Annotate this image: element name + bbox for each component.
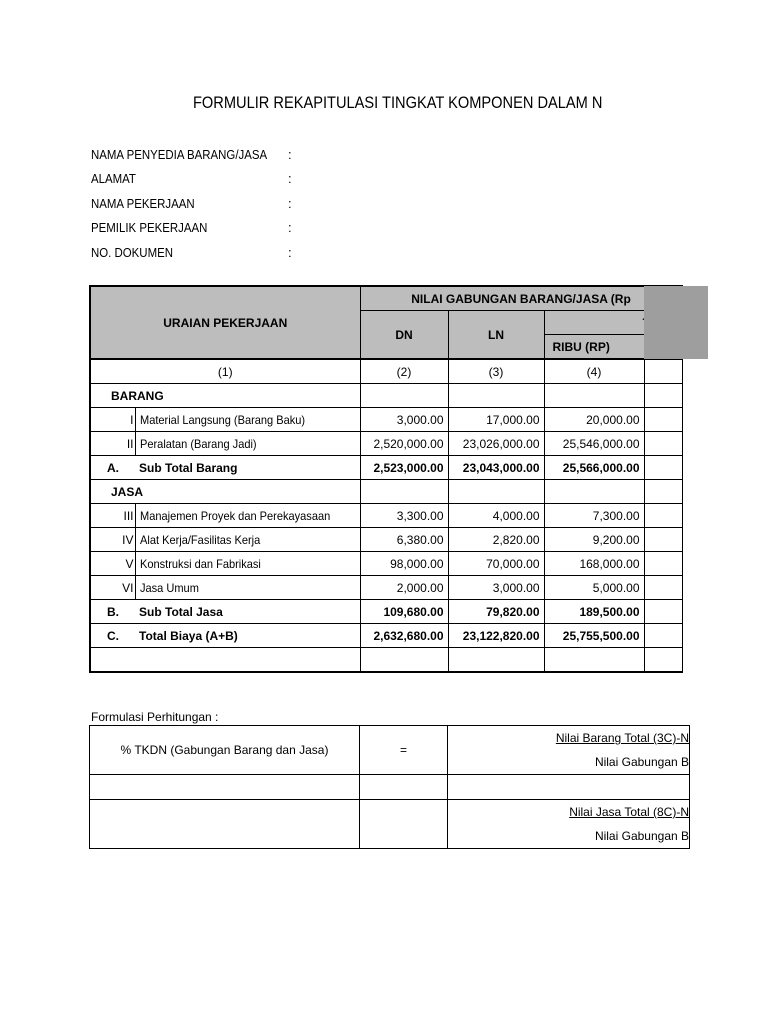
row-dn: 3,000.00 xyxy=(360,408,448,432)
empty-cell xyxy=(448,648,544,673)
barang-denominator: Nilai Gabungan B xyxy=(448,750,690,775)
row-description: Manajemen Proyek dan Perekayasaan xyxy=(135,504,360,528)
info-label: NO. DOKUMEN xyxy=(91,245,173,260)
row-number: I xyxy=(90,408,135,432)
subtotal-barang-row xyxy=(90,456,682,480)
row-ln: 70,000.00 xyxy=(448,552,544,576)
empty-cell xyxy=(360,775,448,800)
subtotal-dn: 2,523,000.00 xyxy=(360,456,448,480)
empty-cell xyxy=(90,800,360,849)
row-description: Material Langsung (Barang Baku) xyxy=(135,408,360,432)
row-total: 25,546,000.00 xyxy=(544,432,644,456)
empty-cell xyxy=(544,384,644,408)
header-dn: DN xyxy=(360,311,448,360)
empty-cell xyxy=(544,648,644,673)
barang-numerator: Nilai Barang Total (3C)-N xyxy=(448,726,690,751)
empty-cell xyxy=(544,480,644,504)
empty-cell xyxy=(360,648,448,673)
row-ln: 2,820.00 xyxy=(448,528,544,552)
info-label: PEMILIK PEKERJAAN xyxy=(91,220,208,235)
total-dn: 2,632,680.00 xyxy=(360,624,448,648)
row-description: Jasa Umum xyxy=(135,576,360,600)
info-colon: : xyxy=(288,245,292,260)
empty-cell xyxy=(644,624,682,648)
total-label: Total Biaya (A+B) xyxy=(135,624,360,648)
header-ln: LN xyxy=(448,311,544,360)
header-uraian: URAIAN PEKERJAAN xyxy=(90,286,360,359)
row-ln: 4,000.00 xyxy=(448,504,544,528)
subtotal-code: A. xyxy=(90,456,135,480)
form-title: FORMULIR REKAPITULASI TINGKAT KOMPONEN DALAM N xyxy=(193,93,603,112)
empty-cell xyxy=(644,576,682,600)
row-ln: 17,000.00 xyxy=(448,408,544,432)
subtotal-jasa-row xyxy=(90,600,682,624)
subtotal-total: 25,566,000.00 xyxy=(544,456,644,480)
subtotal-ln: 79,820.00 xyxy=(448,600,544,624)
info-label: NAMA PENYEDIA BARANG/JASA xyxy=(91,147,268,162)
empty-cell xyxy=(360,384,448,408)
total-biaya-row xyxy=(90,624,682,648)
table-row xyxy=(90,504,682,528)
tkdn-label: % TKDN (Gabungan Barang dan Jasa) xyxy=(90,726,360,775)
empty-cell xyxy=(644,432,682,456)
row-dn: 2,000.00 xyxy=(360,576,448,600)
row-total: 9,200.00 xyxy=(544,528,644,552)
col-number-2: (2) xyxy=(360,359,448,384)
jasa-denominator: Nilai Gabungan B xyxy=(448,824,690,849)
row-description: Alat Kerja/Fasilitas Kerja xyxy=(135,528,360,552)
empty-cell xyxy=(644,359,682,384)
row-number: II xyxy=(90,432,135,456)
empty-cell xyxy=(644,384,682,408)
row-number: V xyxy=(90,552,135,576)
empty-cell xyxy=(360,480,448,504)
row-number: VI xyxy=(90,576,135,600)
row-description: Konstruksi dan Fabrikasi xyxy=(135,552,360,576)
empty-cell xyxy=(644,528,682,552)
subtotal-dn: 109,680.00 xyxy=(360,600,448,624)
row-number: III xyxy=(90,504,135,528)
info-label: ALAMAT xyxy=(91,171,136,186)
row-ln: 23,026,000.00 xyxy=(448,432,544,456)
row-ln: 3,000.00 xyxy=(448,576,544,600)
row-total: 20,000.00 xyxy=(544,408,644,432)
row-description: Peralatan (Barang Jadi) xyxy=(135,432,360,456)
row-number: IV xyxy=(90,528,135,552)
subtotal-code: B. xyxy=(90,600,135,624)
row-total: 5,000.00 xyxy=(544,576,644,600)
header-ribu: RIBU (RP) xyxy=(544,335,682,360)
empty-cell xyxy=(644,456,682,480)
info-colon: : xyxy=(288,147,292,162)
table-row xyxy=(90,552,682,576)
empty-cell xyxy=(90,775,360,800)
table-row xyxy=(90,408,682,432)
section-jasa: JASA xyxy=(90,480,360,504)
empty-cell xyxy=(448,775,690,800)
row-total: 168,000.00 xyxy=(544,552,644,576)
empty-cell xyxy=(644,408,682,432)
info-colon: : xyxy=(288,220,292,235)
offscreen-header-fill xyxy=(644,286,708,359)
info-label: NAMA PEKERJAAN xyxy=(91,196,195,211)
equals-sign: = xyxy=(360,726,448,775)
formula-label: Formulasi Perhitungan : xyxy=(91,710,219,724)
row-total: 7,300.00 xyxy=(544,504,644,528)
col-number-3: (3) xyxy=(448,359,544,384)
table-row xyxy=(90,528,682,552)
row-dn: 6,380.00 xyxy=(360,528,448,552)
subtotal-label: Sub Total Barang xyxy=(135,456,360,480)
col-number-1: (1) xyxy=(90,359,360,384)
empty-cell xyxy=(644,552,682,576)
table-row xyxy=(90,432,682,456)
empty-cell xyxy=(644,480,682,504)
row-dn: 2,520,000.00 xyxy=(360,432,448,456)
jasa-numerator: Nilai Jasa Total (8C)-N xyxy=(448,800,690,825)
section-barang: BARANG xyxy=(90,384,360,408)
empty-cell xyxy=(360,800,448,849)
row-dn: 3,300.00 xyxy=(360,504,448,528)
subtotal-total: 189,500.00 xyxy=(544,600,644,624)
empty-cell xyxy=(644,504,682,528)
formula-table xyxy=(89,725,690,849)
info-colon: : xyxy=(288,171,292,186)
empty-cell xyxy=(644,648,682,673)
col-number-4: (4) xyxy=(544,359,644,384)
empty-cell xyxy=(448,384,544,408)
total-code: C. xyxy=(90,624,135,648)
subtotal-label: Sub Total Jasa xyxy=(135,600,360,624)
recap-table xyxy=(89,285,683,673)
total-ln: 23,122,820.00 xyxy=(448,624,544,648)
header-nilai-gabungan: NILAI GABUNGAN BARANG/JASA (Rp xyxy=(360,286,682,311)
empty-cell xyxy=(448,480,544,504)
total-total: 25,755,500.00 xyxy=(544,624,644,648)
empty-cell xyxy=(644,600,682,624)
row-dn: 98,000.00 xyxy=(360,552,448,576)
table-row xyxy=(90,576,682,600)
subtotal-ln: 23,043,000.00 xyxy=(448,456,544,480)
info-colon: : xyxy=(288,196,292,211)
empty-cell xyxy=(90,648,360,673)
